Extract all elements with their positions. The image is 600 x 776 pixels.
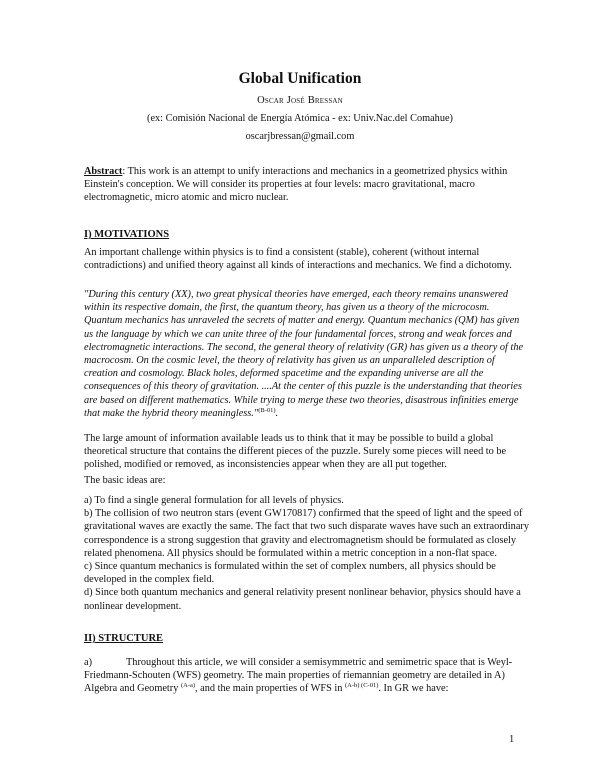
motivations-paragraph-1: An important challenge within physics is to find a consistent (stable), coherent (without internal contradictions) and unified theory against all kinds of interactions and mechanics. We find a dichotomy. [84,247,512,272]
quote-reference: (B-01) [258,406,276,414]
author-name: Oscar José Bressan [257,95,343,106]
page-number: 1 [509,734,515,745]
basic-ideas-list [84,494,530,613]
abstract-label: Abstract [84,166,123,177]
section-heading-motivations: I) MOTIVATIONS [84,229,170,240]
item-marker: a) [84,657,92,668]
motivations-paragraph-3: The basic ideas are: [84,475,166,486]
structure-text-b: , and the main properties of WFS in [195,683,343,695]
motivations-quote: "During this century (XX), two great physical theories have emerged, each theory remains unanswered within its respective domain, the first, the quantum theory, has given us a theory of the microcosm. Quantum mechanics has unraveled the secrets of matter and energy. Quantum mechanics (QM) has given us the language by which we can unite three of the four fundamental forces, strong and weak forces and electromagnetic interactions. The second, the general theory of relativity (GR) has given us a theory of the macrocosm. On the cosmic level, the theory of relativity has given us an unparalleled description of creation and cosmology. Black holes, deformed spacetime and the expanding universe are all the consequences of this theory of gravitation. ....At the center of this puzzle is the understanding that theories are based on different mathematics. While trying to merge these two theories, disastrous infinities emerge that make the hybrid theory meaningless."$^{(B-01)}$. [84,289,524,419]
list-item: b) The collision of two neutron stars (event GW170817) confirmed that the speed of light and the speed of gravitational waves are exactly the same. The fact that two such disparate waves have such an extraordinary correspondence is a strong suggestion that gravity and electromagnetism should be formulated as closely related phenomena. All physics should be formulated within a metric conception in a non-flat space. [84,508,529,559]
reference-b: (A-b) (C-01) [344,682,379,690]
author-affiliation: (ex: Comisión Nacional de Energía Atómica - ex: Univ.Nac.del Comahue) [147,113,453,124]
author-email: oscarjbressan@gmail.com [245,131,355,142]
structure-text-a: Throughout this article, we will consider a semisymmetric and semimetric space that is Weyl-Friedmann-Schouten (WFS) geometry. The main properties of riemannian geometry are detailed in A) Algebra and Geometry [84,657,513,695]
list-item: a) To find a single general formulation for all levels of physics. [84,495,344,506]
section-heading-structure: II) STRUCTURE [84,633,164,644]
abstract [84,165,530,205]
quote-text: "During this century (XX), two great physical theories have emerged, each theory remains unanswered within its respective domain, the first, the quantum theory, has given us a theory of the microcosm. Quantum mechanics has unraveled the secrets of matter and energy. Quantum mechanics (QM) has given us the language by which we can unite three of the four fundamental forces, strong and weak forces and electromagnetic interactions. The second, the general theory of relativity (GR) has given us a theory of the macrocosm. On the cosmic level, the theory of relativity has given us an unparalleled description of creation and cosmology. Black holes, deformed spacetime and the expanding universe are all the consequences of this theory of gravitation. ....At the center of this puzzle is the understanding that theories are based on different mathematics. While trying to merge these two theories, disastrous infinities emerge that make the hybrid theory meaningless." [84,289,524,419]
structure-paragraph [84,656,530,696]
reference-a: (A-a) [180,682,196,690]
paper-title: Global Unification [238,70,362,87]
list-item: c) Since quantum mechanics is formulated within the set of complex numbers, all physics should be developed in the complex field. [84,561,496,586]
abstract-text: : This work is an attempt to unify interactions and mechanics in a geometrized physics within Einstein's conception. We will consider its properties at four levels: macro gravitational, macro electromagnetic, micro atomic and micro nuclear. [84,166,508,204]
structure-text-c: . In GR we have: [378,683,449,695]
list-item: d) Since both quantum mechanics and general relativity present nonlinear behavior, physics should have a nonlinear development. [84,587,521,612]
motivations-paragraph-2: The large amount of information available leads us to think that it may be possible to build a global theoretical structure that contains the different pieces of the puzzle. Surely some pieces will need to be polished, modified or removed, as inconsistencies appear when they are all put together. [84,433,507,471]
